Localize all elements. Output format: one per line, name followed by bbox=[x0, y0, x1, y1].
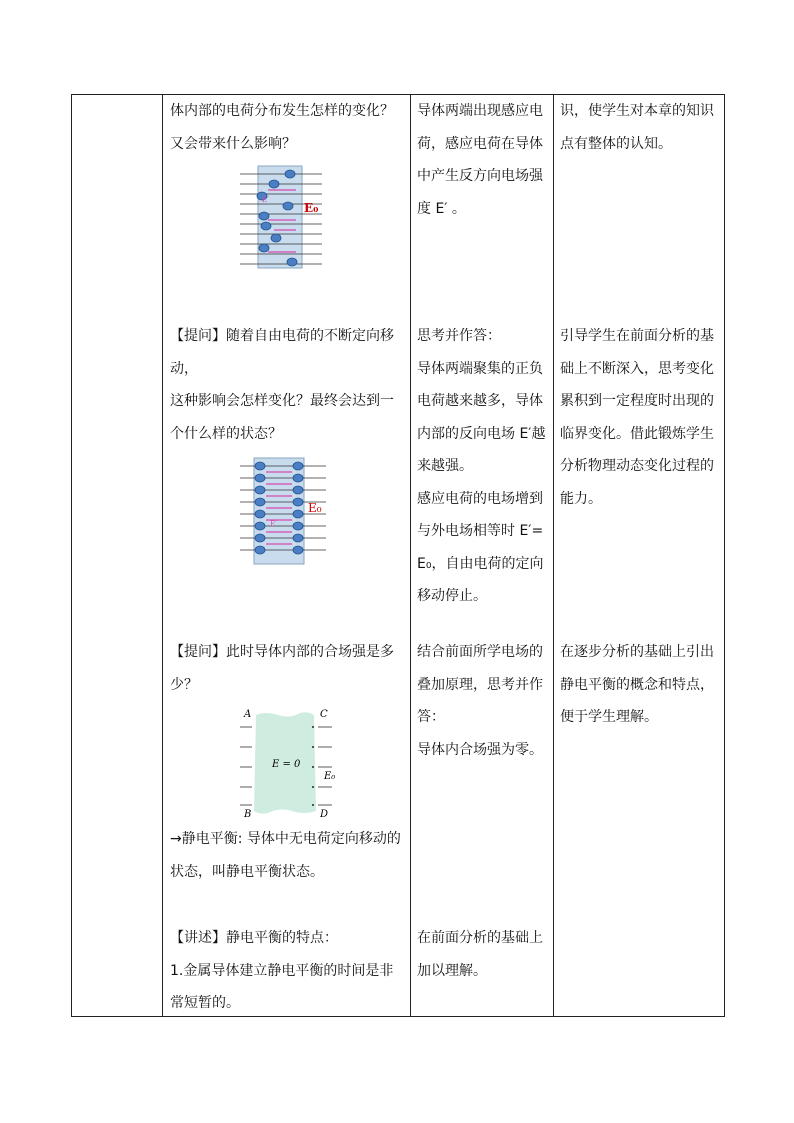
lesson-table bbox=[71, 94, 725, 1017]
teacher-activity-cell bbox=[163, 95, 411, 1017]
text-line: 静电平衡的概念和特点， bbox=[560, 676, 714, 693]
e-prime-label: E′ bbox=[270, 520, 277, 528]
student-block-1 bbox=[417, 95, 551, 225]
text-line: 结合前面所学电场的 bbox=[417, 644, 543, 660]
induced-charges-figure bbox=[238, 456, 338, 568]
e-prime-label: E′ bbox=[262, 196, 269, 204]
design-intent-cell bbox=[554, 95, 725, 1017]
text-line: 与外电场相等时 E′= bbox=[417, 523, 544, 539]
intent-block-3 bbox=[560, 636, 722, 734]
text-line: 【讲述】静电平衡的特点： bbox=[170, 930, 338, 946]
text-line: 在前面分析的基础上 bbox=[417, 930, 543, 946]
text-line: 移动停止。 bbox=[417, 588, 487, 604]
intent-block-1 bbox=[560, 95, 722, 160]
student-block-3 bbox=[417, 636, 551, 766]
text-line: 识，使学生对本章的知识 bbox=[560, 103, 714, 119]
text-line: 【提问】此时导体内部的合场强是多 bbox=[170, 644, 394, 660]
student-activity-cell bbox=[411, 95, 554, 1017]
text-line: 电荷越来越多，导体 bbox=[417, 393, 543, 409]
text-line: 感应电荷的电场增到 bbox=[417, 490, 543, 507]
text-line: 内部的反向电场 E′越 bbox=[417, 425, 546, 442]
text-line: 这种影响会怎样变化？最终会达到一 bbox=[170, 393, 394, 409]
label-c: C bbox=[320, 709, 328, 720]
text-line: 引导学生在前面分析的基 bbox=[560, 328, 714, 344]
activity-block-1 bbox=[170, 95, 406, 276]
text-line: 础上不断深入，思考变化 bbox=[560, 360, 714, 377]
intent-block-2 bbox=[560, 320, 722, 515]
label-e-zero: E = 0 bbox=[272, 759, 301, 770]
stage-column-cell bbox=[72, 95, 163, 1017]
student-block-4 bbox=[417, 922, 551, 987]
text-line: 答： bbox=[417, 709, 445, 725]
e0-label: E₀ bbox=[304, 201, 319, 215]
text-line: 能力。 bbox=[560, 490, 602, 507]
text-line: 点有整体的认知。 bbox=[560, 135, 672, 152]
text-line: 临界变化。借此锻炼学生 bbox=[560, 425, 714, 442]
text-line: 在逐步分析的基础上引出 bbox=[560, 644, 714, 660]
text-line: 导体两端出现感应电 bbox=[417, 103, 543, 119]
text-line: 1.金属导体建立静电平衡的时间是非 bbox=[170, 962, 394, 979]
text-line: 荷，感应电荷在导体 bbox=[417, 135, 543, 152]
text-line: 状态，叫静电平衡状态。 bbox=[170, 863, 324, 880]
text-line: 中产生反方向电场强 bbox=[417, 168, 543, 184]
text-line: 加以理解。 bbox=[417, 962, 487, 979]
activity-block-2 bbox=[170, 320, 406, 572]
text-line: 便于学生理解。 bbox=[560, 709, 658, 725]
text-line: 来越强。 bbox=[417, 458, 473, 474]
e0-label: E₀ bbox=[308, 501, 322, 515]
activity-block-4 bbox=[170, 922, 406, 1020]
text-line: →静电平衡: 导体中无电荷定向移动的 bbox=[170, 831, 401, 847]
text-line: 累积到一定程度时出现的 bbox=[560, 393, 714, 409]
text-line: 又会带来什么影响？ bbox=[170, 135, 296, 152]
label-a: A bbox=[244, 709, 252, 720]
text-line: 思考并作答： bbox=[417, 328, 501, 344]
label-e0: E₀ bbox=[324, 771, 336, 782]
text-line: 【提问】随着自由电荷的不断定向移动， bbox=[170, 328, 394, 377]
label-b: B bbox=[244, 809, 252, 819]
text-line: 度 E′ 。 bbox=[417, 200, 466, 217]
text-line: 体内部的电荷分布发生怎样的变化？ bbox=[170, 103, 394, 119]
text-line: 分析物理动态变化过程的 bbox=[560, 458, 714, 474]
label-d: D bbox=[320, 809, 329, 819]
student-block-2 bbox=[417, 320, 551, 613]
text-line: 少？ bbox=[170, 676, 198, 693]
text-line: 常短暂的。 bbox=[170, 995, 240, 1011]
zero-field-figure bbox=[238, 707, 338, 819]
activity-block-3 bbox=[170, 636, 406, 888]
charge-shift-figure bbox=[238, 164, 338, 272]
text-line: 导体内合场强为零。 bbox=[417, 741, 543, 758]
text-line: 个什么样的状态？ bbox=[170, 425, 282, 442]
text-line: 叠加原理，思考并作 bbox=[417, 676, 543, 693]
text-line: E₀，自由电荷的定向 bbox=[417, 555, 544, 572]
text-line: 导体两端聚集的正负 bbox=[417, 360, 543, 377]
